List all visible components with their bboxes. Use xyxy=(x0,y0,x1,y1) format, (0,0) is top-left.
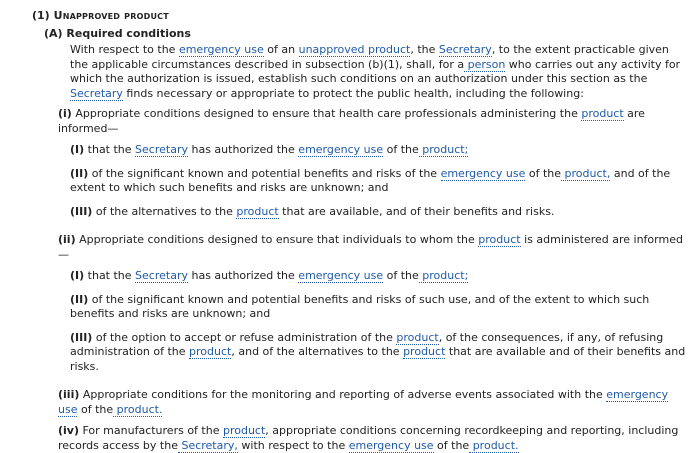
secretary-link[interactable]: Secretary xyxy=(70,86,123,100)
text: finds necessary or appropriate to protect the public health, including the following: xyxy=(122,86,584,100)
clause-i-III xyxy=(70,205,688,220)
clause-iv xyxy=(58,424,688,453)
clause-ii xyxy=(58,233,688,262)
section-title: Unapproved product xyxy=(53,9,169,22)
product-link[interactable]: product xyxy=(478,233,521,246)
text: has authorized the xyxy=(187,269,299,282)
text: With respect to the xyxy=(70,43,179,56)
clause-number: (ii) xyxy=(58,233,76,246)
text: that the xyxy=(84,269,136,282)
clause-number: (iii) xyxy=(58,388,80,401)
product-link[interactable]: product; xyxy=(418,143,469,156)
text: of the significant known and potential benefits and risks of the xyxy=(88,166,441,180)
product-link[interactable]: product xyxy=(581,107,624,120)
text: For manufacturers of the xyxy=(79,424,223,437)
text: , the xyxy=(410,43,439,56)
unapproved-product-link[interactable]: unapproved product xyxy=(298,43,411,56)
text: of the xyxy=(383,143,419,156)
text: of the xyxy=(383,269,419,282)
text: of the option to accept or refuse administration of the xyxy=(92,330,397,344)
subsection-heading: (A) Required conditions xyxy=(44,26,191,40)
product-link[interactable]: product xyxy=(396,330,439,344)
text: are informed— xyxy=(58,107,645,135)
clause-number: (iv) xyxy=(58,424,79,437)
text: that are available and of their benefits and risks. xyxy=(70,345,686,373)
text: of the xyxy=(525,166,562,180)
text: of the significant known and potential benefits and risks of such use, and of the extent to which such benefits and risks are unknown; and xyxy=(70,292,650,320)
clause-i xyxy=(58,107,688,136)
text: Appropriate conditions designed to ensure that health care professionals administering the xyxy=(71,107,582,120)
clause-i-II xyxy=(70,167,688,196)
clause-number: (III) xyxy=(70,204,93,218)
clause-iii xyxy=(58,388,688,417)
clause-number: (II) xyxy=(70,166,89,180)
section-heading xyxy=(32,9,688,24)
text: of the xyxy=(77,402,114,416)
text: Appropriate conditions designed to ensure that individuals to whom the xyxy=(75,233,479,246)
secretary-link[interactable]: Secretary, xyxy=(177,438,238,452)
clause-ii-III xyxy=(70,331,688,375)
clause-number: (II) xyxy=(70,292,89,306)
product-link[interactable]: product. xyxy=(469,438,519,452)
text: , of the consequences, if any, of refusing administration of the xyxy=(70,330,664,358)
text: , and of the alternatives to the xyxy=(231,345,404,358)
product-link[interactable]: product; xyxy=(418,269,469,282)
text: of the xyxy=(433,438,470,452)
emergency-use-link[interactable]: emergency use xyxy=(298,143,384,156)
secretary-link[interactable]: Secretary xyxy=(135,143,188,156)
text: and of the extent to which such benefits and risks are unknown; and xyxy=(70,166,671,194)
text: of the alternatives to the xyxy=(92,204,237,218)
text: , appropriate conditions concerning recordkeeping and reporting, including records access by the xyxy=(58,424,679,452)
text: Appropriate conditions for the monitoring and reporting of adverse events associated with the xyxy=(79,388,607,401)
emergency-use-link[interactable]: emergency use xyxy=(348,438,434,452)
text: that the xyxy=(84,143,136,156)
section-number: (1) xyxy=(32,9,50,22)
clause-number: (I) xyxy=(70,143,85,156)
product-link[interactable]: product xyxy=(222,424,266,437)
text: , to the extent practicable given the applicable circumstances described in subsection (b)(1), shall, for a xyxy=(70,43,669,71)
text: of an xyxy=(263,43,299,56)
emergency-use-link[interactable]: emergency use xyxy=(440,166,526,180)
clause-number: (i) xyxy=(58,107,72,120)
text: that are available, and of their benefits and risks. xyxy=(278,204,555,218)
clause-i-I xyxy=(70,143,688,158)
person-link[interactable]: person xyxy=(464,57,506,71)
text: is administered are informed— xyxy=(58,233,683,261)
text: with respect to the xyxy=(237,438,349,452)
intro-paragraph xyxy=(70,43,688,101)
emergency-use-link[interactable]: emergency use xyxy=(178,43,264,56)
secretary-link[interactable]: Secretary xyxy=(135,269,188,282)
product-link[interactable]: product. xyxy=(113,402,163,416)
text: who carries out any activity for which the authorization is issued, establish such conditions on an authorization under this section as the xyxy=(70,57,681,85)
emergency-use-link[interactable]: emergency use xyxy=(298,269,384,282)
emergency-use-link[interactable]: emergency use xyxy=(58,388,669,416)
clause-number: (I) xyxy=(70,269,85,282)
text: has authorized the xyxy=(187,143,299,156)
secretary-link[interactable]: Secretary xyxy=(438,43,492,56)
clause-ii-I xyxy=(70,269,688,284)
product-link[interactable]: product xyxy=(403,345,446,358)
clause-number: (III) xyxy=(70,330,93,344)
clause-ii-II xyxy=(70,293,688,322)
product-link[interactable]: product, xyxy=(561,166,611,180)
product-link[interactable]: product xyxy=(236,204,279,218)
product-link[interactable]: product xyxy=(189,345,232,358)
